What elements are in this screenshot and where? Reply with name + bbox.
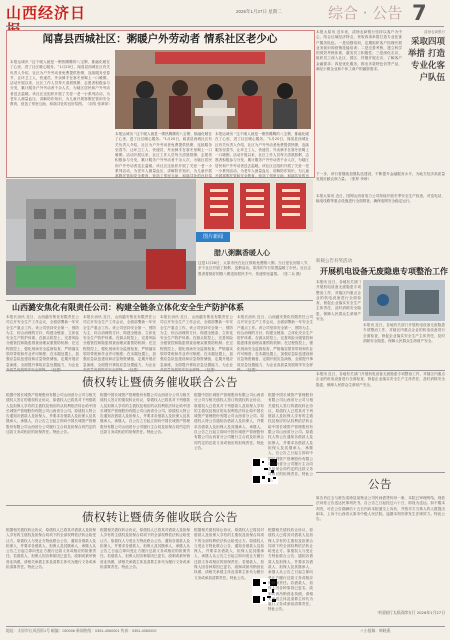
ad-bank-name: 清徐农商银行 [424, 30, 445, 34]
lead-story-photo [115, 50, 311, 129]
footer-editor: 八小组稿：韩晓燕 [360, 629, 391, 633]
column3-para4: 本报讯 近日，各地有关部门开展机电设备无废隐患专项整治工作，对辖区内重点企业的机电设备进行全面检查，督促企业落实安全生产主体责任，及时消除安全隐患，保障人民群众生命财产安全。 [316, 280, 361, 322]
section-title: 综合 · 公告 [328, 4, 403, 22]
column3-para3: 本报太原讯 近日，国网山西省电力公司持续开展冬季安全生产检查，对变电站、输电线路等重点设施进行全面排查，确保电网安全稳定运行。 [316, 194, 445, 204]
image-news-tag: 图片新闻 [196, 232, 230, 242]
equipment-photo [363, 280, 445, 321]
story2-col2: 本报长治讯 近日，山西潞安焦化有限责任公司召开安全生产工作会议，全面部署新一年安全生产重点工作。该公司坚持安全第一、预防为主、综合治理的方针，构建全链条、立体化安全生产防护体系。在源头防控上，完善风险分级管控和隐患排查治理双重预防机制；在过程管控上，强化现场安全监督检查，严格落实领导带班和作业许可制度；在末端处置上，加强应急队伍建设和应急物资储备，定期开展应急演练，全面提升事故应急处置能力，为企业 [83, 315, 156, 367]
image-news-caption: 这是1月26日，太原市民在社区领取免费腊八粥。当日是农历腊八节，多个社区开展了熬粥、送粥活动，浓浓的节日氛围温暖了市民。社区志愿者将熬好的腊八粥送到居民手中，传递邻里温情。（张二兵 摄） [198, 261, 311, 276]
story2-col3: 本报长治讯 近日，山西潞安焦化有限责任公司召开安全生产工作会议，全面部署新一年安全生产重点工作。该公司坚持安全第一、预防为主、综合治理的方针，构建全链条、立体化安全生产防护体系。在源头防控上，完善风险分级管控和隐患排查治理双重预防机制；在过程管控上，强化现场安全监督检查，严格落实领导带班和作业许可制度；在末端处置上，加强应急队伍建设和应急物资储备，定期开展应急演练，全面提升事故应急处置能力，为企业 [160, 315, 233, 367]
column3-section-label: 转载公告有奖活动 [316, 259, 352, 264]
header-rule [6, 26, 444, 27]
ad-slogan: 采取四项举措 打造专业化客户队伍 [408, 37, 445, 83]
announce1-top-rule [6, 370, 445, 371]
column3-para4-cont: 本报讯 近日，各地有关部门开展机电设备无废隐患专项整治工作，对辖区内重点企业的机电设备进行全面检查，督促企业落实安全生产主体责任，及时消除安全隐患，保障人民群众生命财产安全。 [363, 323, 445, 343]
announce1-title: 债权转让暨债务催收联合公告 [82, 375, 238, 389]
footer-contact: 地址：太原市长风西街1号 邮编：030006 新闻热线：0351-4060001 传真：0351-4060002 [6, 629, 157, 633]
story2-col1: 本报长治讯 近日，山西潞安焦化有限责任公司召开安全生产工作会议，全面部署新一年安全生产重点工作。该公司坚持安全第一、预防为主、综合治理的方针，构建全链条、立体化安全生产防护体系。在源头防控上，完善风险分级管控和隐患排查治理双重预防机制；在过程管控上，强化现场安全监督检查，严格落实领导带班和作业许可制度；在末端处置上，加强应急队伍建设和应急物资储备，定期开展应急演练，全面提升事故应急处置能力，为企业 [6, 315, 79, 367]
announce2-title: 债权转让暨债务催收联合公告 [82, 510, 238, 524]
announce1-col3: 根据中国长城资产管理股份有限公司山西省分公司与相关债权人签订的债权转让协议，原债权人已将其对下列借款人及担保人享有的主债权及相应的从权利依法转让给中国长城资产管理股份有限公司山西省分公司。原债权人特公告通知各借款人及担保人，并要求各借款人及担保人及其继承人、承继人，自公告之日起立即向中国长城资产管理股份有限公司山西省分公司履行主合同及担保合同约定的还款义务或相应的担保责任。特此公告。 [194, 393, 264, 450]
newspaper-logo: 山西经济日 [6, 4, 87, 22]
announce2-top-rule [6, 505, 313, 506]
lead-story-body-col2: 本报运城讯 “这个暖人就是一粥热腾腾的八宝粥，都融化暖在了心里，进了社区暖心服务。”1月20日，闻喜县西城社区有关负责人介绍，社区为户外劳动者免费提供热粥，连续服务至春节，让环卫工人、快递员、外卖骑手在寒冬里喝上一口暖粥。活动开展以来，社区工作人员每天清晨熬粥，志愿者积极参与分发，累计服务户外劳动者千余人次，为辖区居民和户外劳动者送去温暖。该社区还组织开展了关爱一老一小系列活动，为老年人测量血压、讲解防诈知识，为儿童开展寒假托管和安全教育，营造了邻里互助、和谐共处的良好氛 [115, 132, 212, 179]
lead-story-body-col3: 本报运城讯 “这个暖人就是一粥热腾腾的八宝粥，都融化暖在了心里，进了社区暖心服务。”1月20日，闻喜县西城社区有关负责人介绍，社区为户外劳动者免费提供热粥，连续服务至春节，让环卫工人、快递员、外卖骑手在寒冬里喝上一口暖粥。活动开展以来，社区工作人员每天清晨熬粥，志愿者积极参与分发，累计服务户外劳动者千余人次，为辖区居民和户外劳动者送去温暖。该社区还组织开展了关爱一老一小系列活动，为老年人测量血压、讲解防诈知识，为儿童开展寒假托管和安全教育，营造了邻里互助、和谐共处的良 [215, 132, 309, 179]
lead-story-headline: 闻喜县西城社区：粥暖户外劳动者 情系社区老少心 [42, 33, 278, 45]
footer-rule [6, 626, 445, 627]
banner-photo [196, 179, 313, 232]
issue-date: 2026年1月27日 星期二 [236, 9, 282, 14]
column3-para1: 本报太原讯 近年来，清徐农商银行坚持以客户为中心，结合区域经济特点，采取四项举措打造专业化客户服务队伍。一是加强培训，定期组织客户经理开展业务知识和营销技能培训；二是完善考核，建立科学的绩效考核体系，激发员工积极性；三是深化走访，组织员工深入社区、园区、村镇开展走访，了解客户金融需求；四是优化服务，推出多款特色信贷产品，满足小微企业和个体工商户的融资需求。 [316, 30, 402, 72]
announce2-col1: 根据相关债权转让协议，原债权人已将其对借款人及担保人享有的主债权及担保合同项下的全部权利依法转让给受让方。原债权人与受让方特此联合公告，通知各借款人及担保人，并要求各借款人、担保人及其继承人、承继人从公告之日起立即向受让方履行还款义务或相应的担保责任。若借款人、担保人因各种原因已更名、改制或被吊销营业执照，请相关承债主体及清算主体代为履行义务或承担清算责任。特此公告。 [6, 528, 96, 570]
announce2-col4: 根据相关债权转让协议，原债权人已将其对借款人及担保人享有的主债权及担保合同项下的全部权利依法转让给受让方。原债权人与受让方特此联合公告，通知各借款人及担保人，并要求各借款人、担保人及其继承人、承继人从公告之日起立即向受让方履行还款义务或相应的担保责任。若借款人、担保人因各种原因已更名、改制或被吊销营业执照，请相关承债主体及清算主体代为履行义务或承担清算责任。特此公告。 [268, 528, 313, 612]
announce3-signature: 中国银行太原清徐支行 2026年1月27日 [377, 610, 445, 615]
announce3-title: 公告 [368, 477, 392, 491]
page-number: 7 [412, 1, 427, 25]
announce-right-top: 本报讯 近日，各地有关部门开展机电设备无废隐患专项整治工作，对辖区内重点企业的机电设备进行全面检查，督促企业落实安全生产主体责任，及时消除安全隐患，保障人民群众生命财产安全。 [316, 372, 445, 387]
story2-top-rule [6, 300, 313, 301]
story2-col4: 本报长治讯 近日，山西潞安焦化有限责任公司召开安全生产工作会议，全面部署新一年安全生产重点工作。该公司坚持安全第一、预防为主、综合治理的方针，构建全链条、立体化安全生产防护体系。在源头防控上，完善风险分级管控和隐患排查治理双重预防机制；在过程管控上，强化现场安全监督检查，严格落实领导带班和作业许可制度；在末端处置上，加强应急队伍建设和应急物资储备，定期开展应急演练，全面提升事故应急处置能力，为企业高质量发展筑牢安全屏 [237, 315, 313, 367]
column3-para2: 下一步，该行将继续加强队伍建设，不断提升金融服务水平，为地方经济高质量发展贡献农商力量。（张梓 李珍） [316, 172, 445, 182]
announce3-body: 原告肖红玉与被告清徐县某物业公司民间借贷纠纷一案，本院已审理终结。现依法向你公告送达民事判决书。自公告之日起经过六十日，即视为送达。如不服本判决，可在公告期满后十五日内向本院递交上诉状，并按对方当事人的人数提出副本，上诉于山西省太原市中级人民法院。逾期本判决即发生法律效力。特此公告。 [316, 496, 445, 522]
image-news-title: 腊八粥飘香暖人心 [214, 248, 270, 257]
lead-story-body: 本报运城讯 “这个暖人就是一粥热腾腾的八宝粥，都融化暖在了心里，进了社区暖心服务。”1月20日，闻喜县西城社区有关负责人介绍，社区为户外劳动者免费提供热粥，连续服务至春节，让环卫工人、快递员、外卖骑手在寒冬里喝上一口暖粥。活动开展以来，社区工作人员每天清晨熬粥，志愿者积极参与分发，累计服务户外劳动者千余人次，为辖区居民和户外劳动者送去温暖。该社区还组织开展了关爱一老一小系列活动，为老年人测量血压、讲解防诈知识，为儿童开展寒假托管和安全教育，营造了邻里互助、和谐共处的良好氛围。（刘茂 张翠萍） [10, 60, 112, 107]
announce1-col4: 根据中国长城资产管理股份有限公司山西省分公司与相关债权人签订的债权转让协议，原债权人已将其对下列借款人及担保人享有的主债权及相应的从权利依法转让给中国长城资产管理股份有限公司山西省分公司。原债权人特公告通知各借款人及担保人，并要求各借款人及担保人及其继承人、承继人，自公告之日起立即向中国长城资产管理股份有限公司山西省分公司履行主合同及担保合同约定的还款义务或相应的担保责任。特此公告。 [268, 393, 313, 482]
column3-headline: 开展机电设备无废隐患专项整治工作 [320, 266, 448, 276]
announce3-top-rule [316, 472, 445, 473]
announce2-col3: 根据相关债权转让协议，原债权人已将其对借款人及担保人享有的主债权及担保合同项下的全部权利依法转让给受让方。原债权人与受让方特此联合公告，通知各借款人及担保人，并要求各借款人、担保人及其继承人、承继人从公告之日起立即向受让方履行还款义务或相应的担保责任。若借款人、担保人因各种原因已更名、改制或被吊销营业执照，请相关承债主体及清算主体代为履行义务或承担清算责任。特此公告。 [194, 528, 264, 580]
announce2-col2: 根据相关债权转让协议，原债权人已将其对借款人及担保人享有的主债权及担保合同项下的全部权利依法转让给受让方。原债权人与受让方特此联合公告，通知各借款人及担保人，并要求各借款人、担保人及其继承人、承继人从公告之日起立即向受让方履行还款义务或相应的担保责任。若借款人、担保人因各种原因已更名、改制或被吊销营业执照，请相关承债主体及清算主体代为履行义务或承担清算责任。特此公告。 [100, 528, 190, 570]
announce1-col2: 根据中国长城资产管理股份有限公司山西省分公司与相关债权人签订的债权转让协议，原债权人已将其对下列借款人及担保人享有的主债权及相应的从权利依法转让给中国长城资产管理股份有限公司山西省分公司。原债权人特公告通知各借款人及担保人，并要求各借款人及担保人及其继承人、承继人，自公告之日起立即向中国长城资产管理股份有限公司山西省分公司履行主合同及担保合同约定的还款义务或相应的担保责任。特此公告。 [100, 393, 190, 435]
announce1-col1: 根据中国长城资产管理股份有限公司山西省分公司与相关债权人签订的债权转让协议，原债权人已将其对下列借款人及担保人享有的主债权及相应的从权利依法转让给中国长城资产管理股份有限公司山西省分公司。原债权人特公告通知各借款人及担保人，并要求各借款人及担保人及其继承人、承继人，自公告之日起立即向中国长城资产管理股份有限公司山西省分公司履行主合同及担保合同约定的还款义务或相应的担保责任。特此公告。 [6, 393, 96, 435]
building-photo [6, 179, 196, 295]
story2-headline: 山西潞安焦化有限责任公司：构建全链条立体化安全生产防护体系 [12, 302, 244, 312]
